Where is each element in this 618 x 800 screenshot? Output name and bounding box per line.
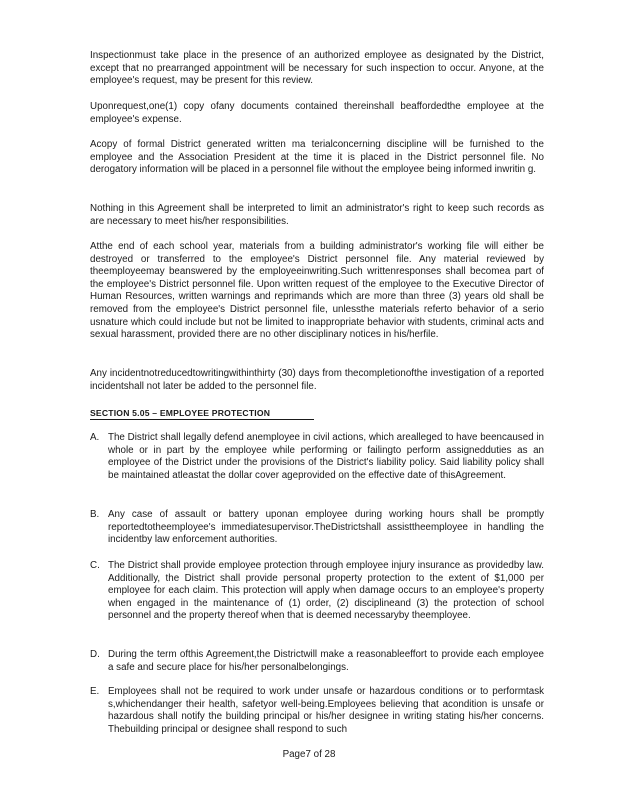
paragraph-working-file: Atthe end of each school year, materials from a building administrator's working file will either be destroyed or transferred to the employee's District personnel file. Any material reviewed by theemployeemay beanswered by the employeeinwriting.Such writtenresponses shall becomea part of the employee's District personnel file. Upon written request of the employee to the Executive Director of Human Resources, written warnings and reprimands which are more than three (3) years old shall be removed from the employee's District personnel file, unlessthe materials referto behavior of a serio usnature which could include but not be limited to inappropriate behavior with students, criminal acts and sexual harassment, provided there are no other disciplinary notices in his/herfile. — [90, 241, 544, 341]
list-marker: E. — [90, 686, 100, 697]
section-heading: SECTION 5.05 – EMPLOYEE PROTECTION — [90, 408, 314, 420]
list-marker: A. — [90, 432, 100, 443]
list-marker: B. — [90, 509, 100, 520]
list-item-text: During the term ofthis Agreement,the Districtwill make a reasonableeffort to provide each employee a safe and secure place for his/her personalbelongings. — [108, 649, 544, 673]
list-item-d — [90, 649, 544, 674]
list-item-c — [90, 560, 544, 623]
paragraph-copy-request: Uponrequest,one(1) copy ofany documents contained thereinshall beaffordedthe employee at the employee's expense. — [90, 101, 544, 125]
list-item-text: The District shall provide employee protection through employee injury insurance as providedby law. Additionally, the District shall provide personal property protection to the extent of $1,000 per employee for each claim. This protection will apply when damage occurs to an employee's property when engaged in the maintenance of (1) order, (2) disciplineand (3) the protection of school personnel and the property thereof when that is deemed necessaryby theemployee. — [108, 560, 544, 622]
paragraph-inspection: Inspectionmust take place in the presence of an authorized employee as designated by the District, except that no prearranged appointment will be necessary for such inspection to occur. Anyone, at the employee's request, may be present for this review. — [90, 50, 544, 87]
list-item-a — [90, 432, 544, 482]
list-marker: C. — [90, 560, 100, 571]
list-item-text: Employees shall not be required to work under unsafe or hazardous conditions or to performtask s,whichendanger their health, safetyor well-being.Employees believing that acondition is unsafe or hazardous shall notify the building principal or his/her designee in writing stating his/her concerns. Thebuilding principal or designee shall respond to such — [108, 686, 544, 735]
list-item-e — [90, 686, 544, 736]
paragraph-incident: Any incidentnotreducedtowritingwithinthirty (30) days from thecompletionofthe investigation of a reported incidentshall not later be added to the personnel file. — [90, 368, 544, 392]
list-item-text: The District shall legally defend anemployee in civil actions, which arealleged to have beencaused in whole or in part by the employee while performing or failingto perform assignedduties as an employee of the District under the provisions of the District's liability policy. Said liability policy shall be maintained atleastat the dollar cover ageprovided on the effective date of thisAgreement. — [108, 432, 544, 481]
list-item-b — [90, 509, 544, 547]
list-item-text: Any case of assault or battery uponan employee during working hours shall be promptly reportedtotheemployee's immediatesupervisor.TheDistrictshall assisttheemployee in handling the incidentby law enforcement authorities. — [108, 509, 544, 546]
paragraph-discipline-materials: Acopy of formal District generated written ma terialconcerning discipline will be furnished to the employee and the Association President at the time it is placed in the District personnel file. No derogatory information will be placed in a personnel file without the employee being informed inwritin g. — [90, 139, 544, 176]
page-number: Page7 of 28 — [282, 749, 336, 760]
paragraph-administrator-records: Nothing in this Agreement shall be interpreted to limit an administrator's right to keep such records as are necessary to meet his/her responsibilities. — [90, 203, 544, 227]
list-marker: D. — [90, 649, 100, 660]
